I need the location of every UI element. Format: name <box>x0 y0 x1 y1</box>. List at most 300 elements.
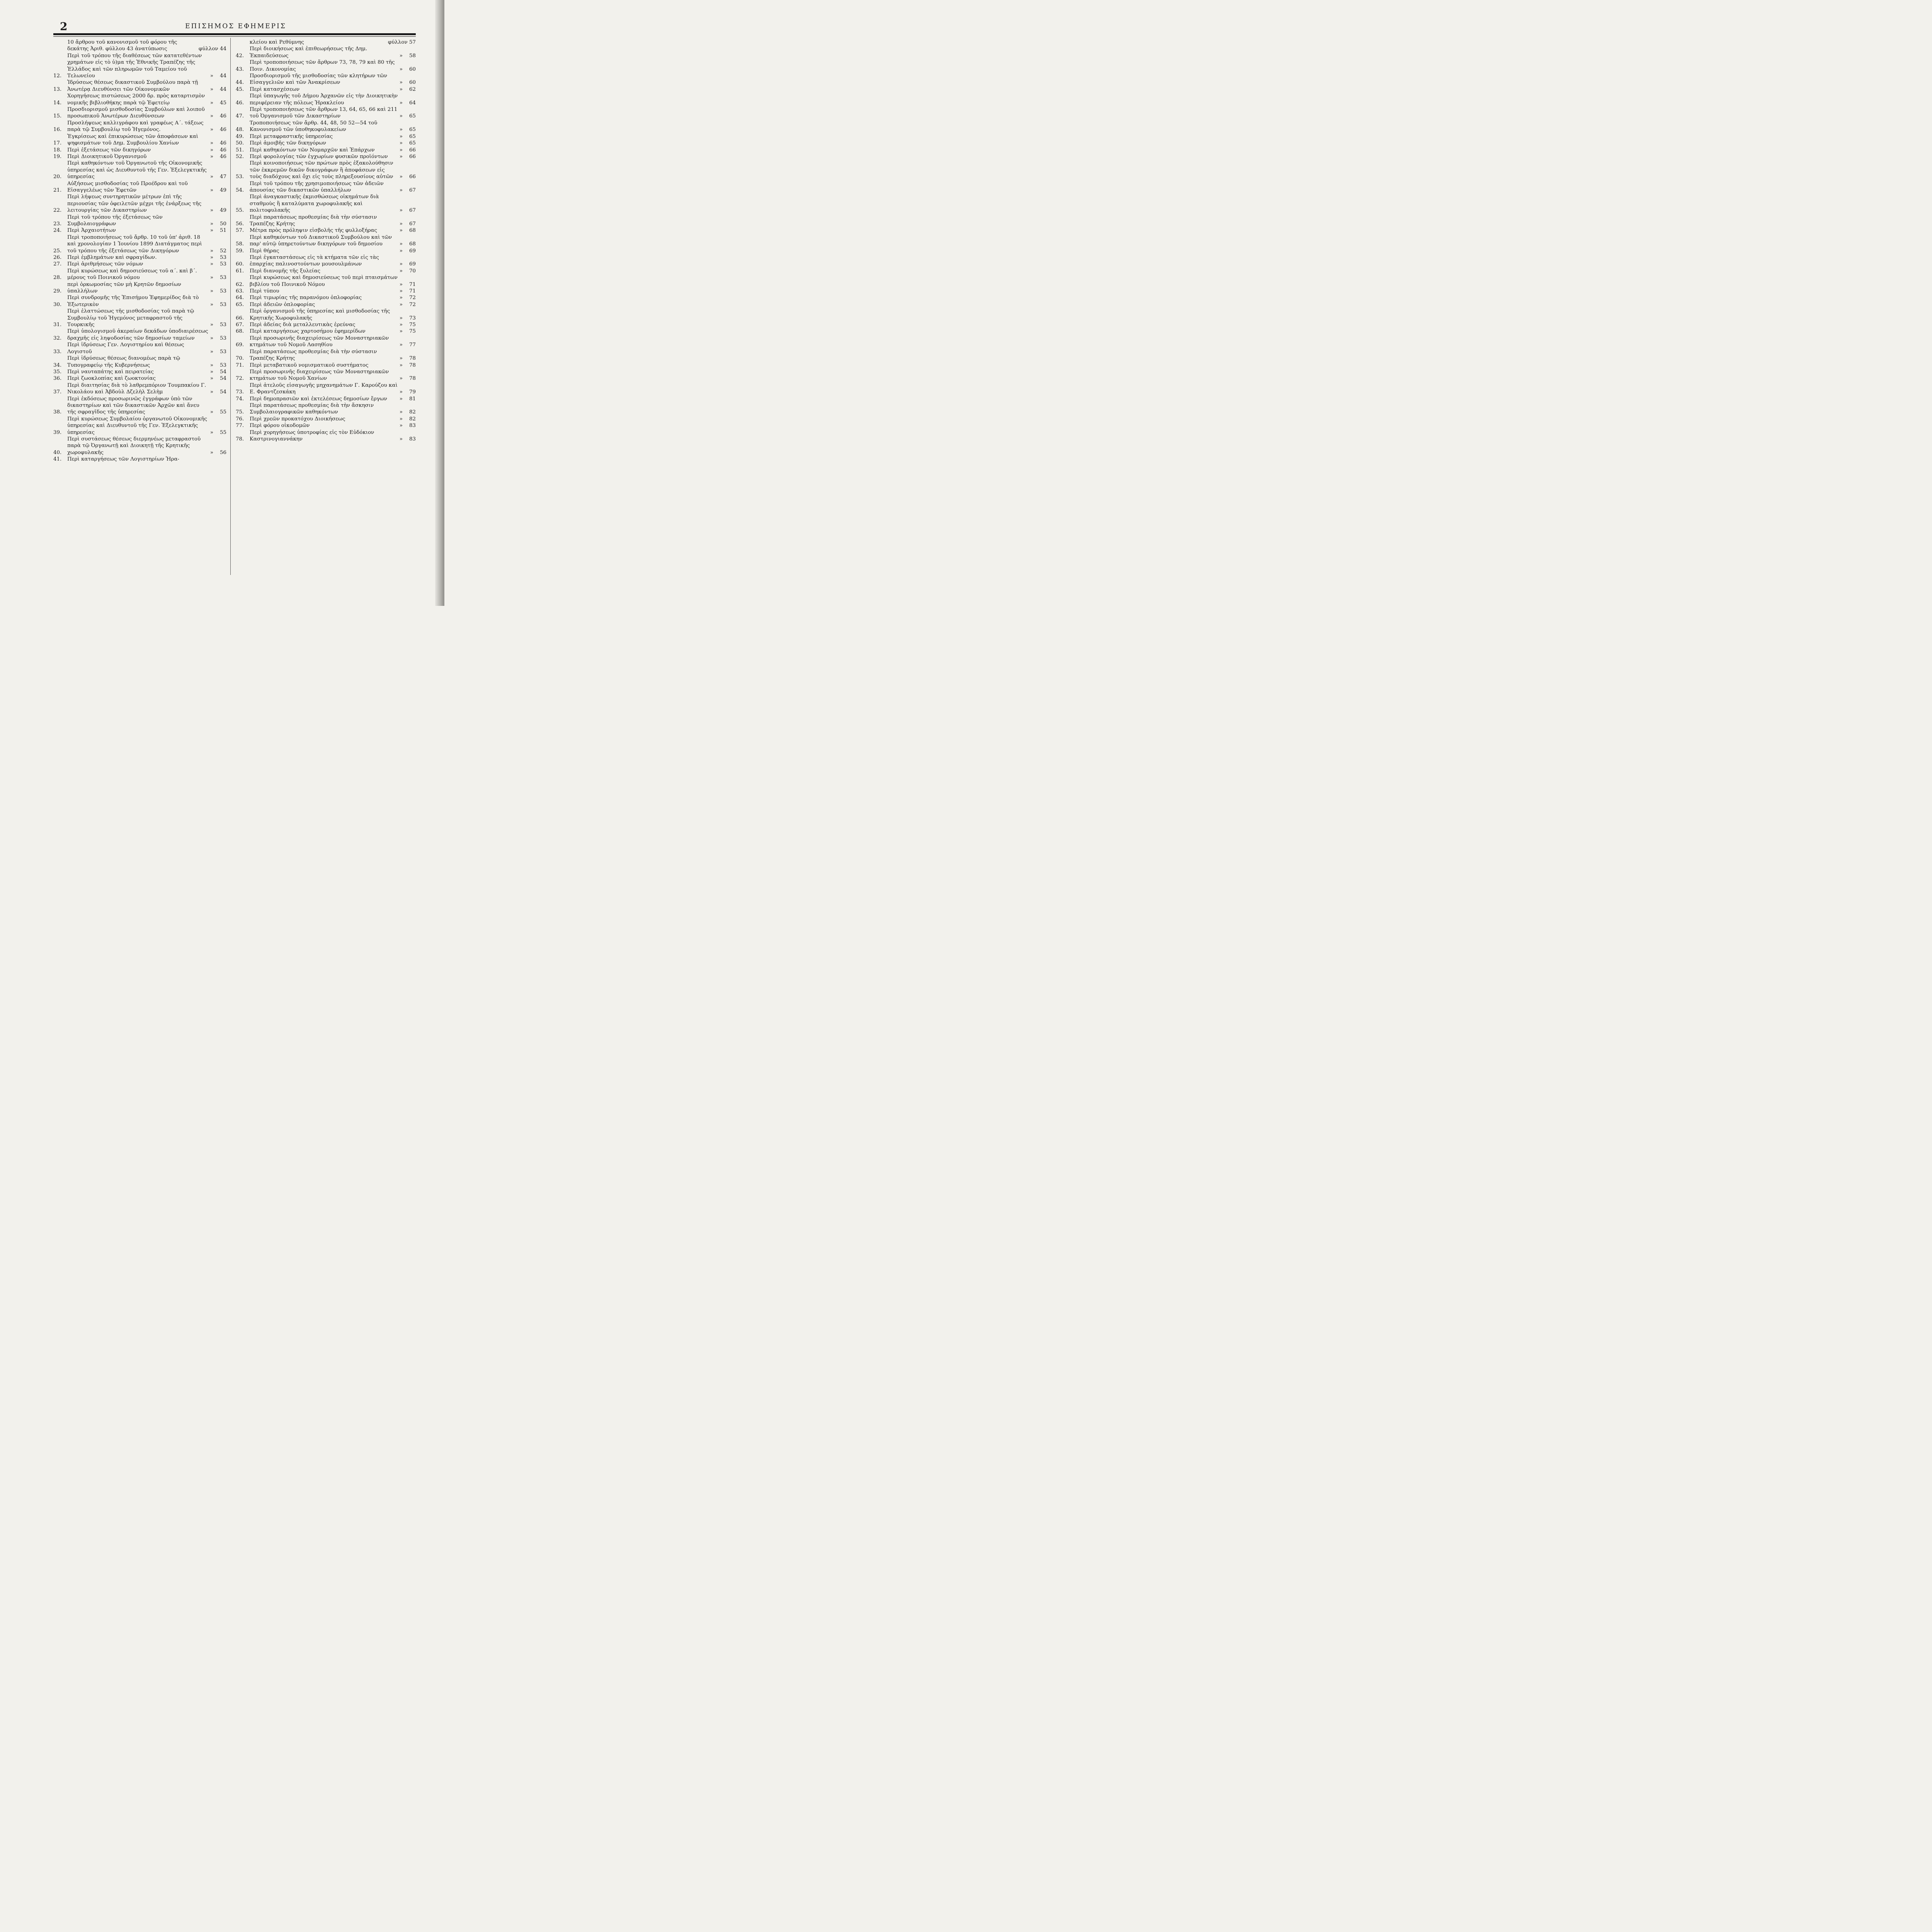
index-entry <box>236 402 416 416</box>
ditto-mark: » <box>399 100 403 106</box>
entry-title: Περὶ τιμωρίας τῆς παρανόμου ὁπλοφορίας <box>250 295 362 301</box>
entry-title: Περὶ τύπου <box>250 288 279 294</box>
entry-title: Περὶ προσωρινῆς διαχειρίσεως τῶν Μοναστηριακῶν κτημάτων τοῦ Νομοῦ Λασηθίου <box>250 335 389 348</box>
entry-number: 27. <box>53 261 62 267</box>
entry-number: 15. <box>53 113 62 119</box>
index-entry <box>53 456 226 463</box>
entry-page: 68 <box>409 228 416 234</box>
entry-title: Περὶ καθηκόντων τοῦ Ὀργανωτοῦ τῆς Οἰκονομικῆς ὑπηρεσίας καὶ ὡς Διευθυντοῦ τῆς Γεν. Ἐξελεγκτικῆς ὑπηρεσίας <box>67 160 207 180</box>
ditto-mark: » <box>399 133 403 139</box>
entry-title: Προσδιορισμοῦ μισθοδοσίας Συμβούλων καὶ λοιποῦ προσωπικοῦ Ἀνωτέρων Διευθύνσεων <box>67 107 205 119</box>
index-entry <box>236 335 416 349</box>
index-entry <box>53 308 226 328</box>
entry-number: 29. <box>53 288 62 294</box>
entry-number: 31. <box>53 322 62 328</box>
entry-page: 69 <box>409 261 416 267</box>
entry-number: 65. <box>236 301 244 308</box>
entry-page: 65 <box>409 113 416 119</box>
index-entry <box>236 321 416 328</box>
ditto-mark: » <box>399 322 403 328</box>
entry-number: 76. <box>236 416 244 422</box>
index-entry <box>53 254 226 261</box>
entry-page: 65 <box>409 127 416 133</box>
entry-page: 71 <box>409 288 416 294</box>
entry-page: 71 <box>409 281 416 287</box>
entry-page: 83 <box>409 436 416 442</box>
index-entry <box>53 227 226 234</box>
ditto-mark: » <box>399 281 403 287</box>
entry-title: Περὶ συστάσεως θέσεως διερμηνέως μεταφραστοῦ παρὰ τῷ Ὀργανωτῇ καὶ Διοικητῇ τῆς Κρητικῆς χωροφυλακῆς <box>67 436 201 456</box>
entry-number: 62. <box>236 281 244 287</box>
entry-title: Περὶ ἱδρύσεως θέσεως διανομέως παρὰ τῷ Τυπογραφείῳ τῆς Κυβερνήσεως <box>67 355 180 368</box>
index-entry <box>53 294 226 308</box>
ditto-mark: » <box>399 396 403 402</box>
ditto-mark: » <box>210 369 214 375</box>
entry-page: 53 <box>219 255 226 260</box>
ditto-mark: » <box>399 140 403 146</box>
entry-number: 67. <box>236 322 244 328</box>
entry-title: Περὶ τοῦ τρόπου τῆς ἐξετάσεως τῶν Συμβολαιογράφων <box>67 214 163 227</box>
ditto-mark: » <box>210 322 214 328</box>
entry-number: 12. <box>53 73 62 79</box>
entry-number: 53. <box>236 174 244 180</box>
entry-page: 83 <box>409 423 416 429</box>
entry-page: 53 <box>219 349 226 355</box>
index-entry <box>236 308 416 321</box>
entry-title: Περὶ προσωρινῆς διαχειρίσεως τῶν Μοναστηριακῶν κτημάτων τοῦ Νομοῦ Χανίων <box>250 369 389 382</box>
index-entry <box>236 106 416 120</box>
entry-title: Περὶ ἀριθμήσεως τῶν νόμων <box>67 261 143 267</box>
index-entry <box>236 160 416 180</box>
entry-title: Μέτρα πρὸς πρόληψιν εἰσβολῆς τῆς φυλλοξήρας <box>250 228 378 234</box>
entry-page: 46 <box>219 147 226 153</box>
index-entry <box>236 234 416 248</box>
entry-page: 67 <box>409 221 416 227</box>
entry-page: 69 <box>409 248 416 254</box>
header-rule-thick <box>53 33 416 35</box>
index-entry <box>236 268 416 274</box>
entry-page: 54 <box>219 389 226 395</box>
entry-number: 72. <box>236 376 244 382</box>
entry-page: 82 <box>409 409 416 415</box>
ditto-mark: » <box>210 73 214 79</box>
entry-page: 55 <box>219 409 226 415</box>
ditto-mark: » <box>399 228 403 234</box>
entry-page: 62 <box>409 86 416 92</box>
index-entry <box>236 180 416 194</box>
index-entry <box>236 227 416 234</box>
entry-title: Περὶ ὑπαγωγῆς τοῦ Δήμου Ἀρχανῶν εἰς τὴν Διοικητικὴν περιφέρειαν τῆς πόλεως Ἡρακλείου <box>250 93 398 106</box>
ditto-mark: » <box>399 248 403 254</box>
entry-page: 53 <box>219 261 226 267</box>
ditto-mark: » <box>399 416 403 422</box>
entry-number: 32. <box>53 335 62 341</box>
ditto-mark: » <box>210 275 214 281</box>
entry-number: 42. <box>236 53 244 59</box>
entry-page: 75 <box>409 322 416 328</box>
entry-page: 70 <box>409 268 416 274</box>
ditto-mark: » <box>210 288 214 294</box>
entry-page: φύλλον 57 <box>388 39 416 45</box>
entry-page: 60 <box>409 80 416 86</box>
entry-number: 51. <box>236 147 244 153</box>
entry-number: 39. <box>53 429 62 435</box>
entry-number: 69. <box>236 342 244 348</box>
index-entry <box>236 133 416 140</box>
entry-page: 47 <box>219 174 226 180</box>
ditto-mark: » <box>210 248 214 254</box>
ditto-mark: » <box>399 288 403 294</box>
index-entry <box>236 46 416 59</box>
entry-page: 65 <box>409 133 416 139</box>
entry-number: 74. <box>236 396 244 402</box>
ditto-mark: » <box>210 187 214 193</box>
ditto-mark: » <box>210 255 214 260</box>
index-entry <box>53 160 226 180</box>
entry-number: 33. <box>53 349 62 355</box>
entry-number: 45. <box>236 86 244 92</box>
entry-page: 77 <box>409 342 416 348</box>
entry-number: 47. <box>236 113 244 119</box>
ditto-mark: » <box>210 140 214 146</box>
entry-title: Περὶ μεταβατικοῦ νομισματικοῦ συστήματος <box>250 362 369 368</box>
index-entry <box>236 140 416 146</box>
entry-number: 26. <box>53 255 62 260</box>
entry-page: 46 <box>219 140 226 146</box>
entry-title: Τροποποιήσεως τῶν ἄρθρ. 44, 48, 50 52—54 τοῦ Κανονισμοῦ τῶν ὑποθηκοφυλακείων <box>250 120 378 133</box>
entry-number: 21. <box>53 187 62 193</box>
newspaper-title: ΕΠΙΣΗΜΟΣ ΕΦΗΜΕΡΙΣ <box>185 22 286 30</box>
ditto-mark: » <box>399 376 403 382</box>
page-edge-shadow <box>435 0 444 606</box>
entry-number: 56. <box>236 221 244 227</box>
entry-title: Περὶ συνδρομῆς τῆς Ἐπισήμου Ἐφημερίδος διὰ τὸ Ἐξωτερικὸν <box>67 295 199 308</box>
ditto-mark: » <box>210 153 214 160</box>
ditto-mark: » <box>210 449 214 456</box>
entry-page: 49 <box>219 187 226 193</box>
entry-title: Περὶ τοῦ τρόπου τῆς διαθέσεως τῶν κατατεθέντων χρημάτων εἰς τὸ ὑ)μα τῆς Ἐθνικῆς Τραπέζης τῆς Ἑλλάδος καὶ τῶν πληρωμῶν τοῦ Ταμείου τοῦ Τελωνείου <box>67 53 202 79</box>
entry-page: 72 <box>409 301 416 308</box>
entry-number: 25. <box>53 248 62 254</box>
index-entry <box>53 234 226 254</box>
entry-page: 67 <box>409 207 416 214</box>
entry-number: 35. <box>53 369 62 375</box>
entry-title: Περὶ διανομῆς τῆς ξυλείας <box>250 268 320 274</box>
entry-page: 44 <box>219 73 226 79</box>
entry-page: 53 <box>219 275 226 281</box>
index-entry <box>236 194 416 214</box>
entry-page: 52 <box>219 248 226 254</box>
entry-title: Περὶ φορολογίας τῶν ἐγχωρίων φυσικῶν προϊόντων <box>250 153 388 160</box>
entry-title: Περὶ Ἀρχαιοτήτων <box>67 228 116 234</box>
ditto-mark: » <box>399 221 403 227</box>
ditto-mark: » <box>210 207 214 214</box>
entry-page: 54 <box>219 376 226 382</box>
entry-number: 38. <box>53 409 62 415</box>
entry-page: 53 <box>219 288 226 294</box>
ditto-mark: » <box>210 301 214 308</box>
entry-title: Περὶ δημοπρασιῶν καὶ ἐκτελέσεως δημοσίων ἔργων <box>250 396 387 402</box>
entry-title: Περὶ ἀδειῶν ὁπλοφορίας <box>250 301 315 308</box>
ditto-mark: » <box>399 436 403 442</box>
ditto-mark: » <box>399 355 403 362</box>
entry-number: 18. <box>53 147 62 153</box>
ditto-mark: » <box>210 376 214 382</box>
index-entry <box>236 59 416 73</box>
index-entry <box>236 93 416 106</box>
ditto-mark: » <box>399 127 403 133</box>
ditto-mark: » <box>399 389 403 395</box>
entry-title: Περὶ κοινοποιήσεως τῶν πρώτων πρὸς ἐξακολούθησιν τῶν ἐκκρεμῶν δικῶν δικογράφων ἢ ἀποφάσεων εἰς τοὺς διαδόχους καὶ ὄχι εἰς τοὺς πληρεξουσίους αὐτῶν <box>250 160 393 180</box>
entry-number: 46. <box>236 100 244 106</box>
entry-title: Προσλήψεως καλλιγράφου καὶ γραφέως Α΄. τάξεως παρὰ τῷ Συμβουλίῳ τοῦ Ἡγεμόνος. <box>67 120 204 133</box>
entry-page: 53 <box>219 335 226 341</box>
ditto-mark: » <box>210 174 214 180</box>
index-entry <box>53 214 226 228</box>
entry-number: 54. <box>236 187 244 193</box>
ditto-mark: » <box>210 389 214 395</box>
entry-title: Χορηγήσεως πιστώσεως 2000 δρ. πρὸς καταρτισμὸν νομικῆς βιβλιοθήκης παρὰ τῷ Ἐφετείῳ <box>67 93 205 106</box>
entry-title: Περὶ διοικήσεως καὶ ἐπιθεωρήσεως τῆς Δημ. Ἐκπαιδεύσεως <box>250 46 367 59</box>
entry-page: 54 <box>219 369 226 375</box>
ditto-mark: » <box>210 429 214 435</box>
entry-number: 70. <box>236 355 244 362</box>
ditto-mark: » <box>399 328 403 335</box>
entry-title: Περὶ ἐγκαταστάσεως εἰς τὰ κτήματα τῶν εἰς τὰς ἐπαρχίας παλινοστούντων μουσουλμάνων <box>250 255 379 267</box>
entry-number: 17. <box>53 140 62 146</box>
entry-title: περὶ ὁρκωμοσίας τῶν μὴ Κρητῶν δημοσίων ὑπαλλήλων <box>67 281 181 294</box>
index-entry <box>236 422 416 429</box>
ditto-mark: » <box>399 268 403 274</box>
entry-number: 50. <box>236 140 244 146</box>
ditto-mark: » <box>210 335 214 341</box>
ditto-mark: » <box>399 295 403 301</box>
index-column-left <box>53 39 226 463</box>
entry-number: 43. <box>236 66 244 72</box>
entry-title: Περὶ καθηκόντων τῶν Νομαρχῶν καὶ Ἐπάρχων <box>250 147 375 153</box>
entry-number: 24. <box>53 228 62 234</box>
entry-page: 73 <box>409 315 416 321</box>
ditto-mark: » <box>399 113 403 119</box>
entry-number: 75. <box>236 409 244 415</box>
entry-title: Περὶ ἀναγκαστικῆς ἐκμισθώσεως οἰκημάτων διὰ σταθμοὺς ἢ καταλύματα χωροφυλακῆς καὶ πολιτοφυλακῆς <box>250 194 379 214</box>
index-entry <box>236 396 416 402</box>
entry-page: 79 <box>409 389 416 395</box>
index-entry <box>53 396 226 416</box>
index-entry <box>53 180 226 194</box>
ditto-mark: » <box>399 187 403 193</box>
index-entry <box>236 120 416 133</box>
entry-title: Περὶ ἐλαττώσεως τῆς μισθοδοσίας τοῦ παρὰ τῷ Συμβουλίῳ τοῦ Ἡγεμόνος μεταφραστοῦ τῆς Τουρκικῆς <box>67 308 194 328</box>
index-entry <box>236 214 416 228</box>
header-rule-thin <box>53 36 416 37</box>
entry-title: Περὶ ἱδρύσεως Γεν. Λογιστηρίου καὶ θέσεως Λογιστοῦ <box>67 342 184 355</box>
entry-number: 66. <box>236 315 244 321</box>
entry-number: 22. <box>53 207 62 214</box>
entry-title: Περὶ κυρώσεως καὶ δημοσιεύσεως τοῦ α΄. καὶ β΄. μέρους τοῦ Ποινικοῦ νόμου <box>67 268 197 281</box>
entry-page: 44 <box>219 86 226 92</box>
entry-title: Προσδιορισμοῦ τῆς μισθοδοσίας τῶν κλητήρων τῶν Εἰσαγγελιῶν καὶ τῶν Ἀνακρίσεων <box>250 73 387 86</box>
index-entry <box>236 147 416 153</box>
entry-number: 58. <box>236 241 244 247</box>
entry-title: Περὶ καταργήσεως χαρτοσήμου ἐφημερίδων <box>250 328 366 335</box>
entry-number: 59. <box>236 248 244 254</box>
ditto-mark: » <box>399 261 403 267</box>
index-entry <box>53 382 226 396</box>
entry-number: 41. <box>53 456 62 463</box>
ditto-mark: » <box>210 409 214 415</box>
entry-page: 82 <box>409 416 416 422</box>
index-entry <box>236 294 416 301</box>
index-entry <box>53 133 226 147</box>
ditto-mark: » <box>210 362 214 368</box>
index-entry <box>236 362 416 369</box>
ditto-mark: » <box>210 147 214 153</box>
entry-number: 37. <box>53 389 62 395</box>
entry-number: 71. <box>236 362 244 368</box>
index-entry <box>236 369 416 382</box>
entry-title: Περὶ χρεῶν προκατόχου Διοικήσεως <box>250 416 345 422</box>
entry-title: Περὶ παρατάσεως προθεσμίας διὰ τὴν σύστασιν Τραπέζης Κρήτης <box>250 349 377 362</box>
entry-page: 53 <box>219 301 226 308</box>
entry-title: κλείου καὶ Ρεθύμνης <box>250 39 304 45</box>
index-entry <box>53 355 226 369</box>
entry-number: 57. <box>236 228 244 234</box>
entry-page: 46 <box>219 127 226 133</box>
index-entry <box>53 194 226 214</box>
entry-title: Περὶ τροποποιήσεως τῶν ἄρθρων 73, 78, 79 καὶ 80 τῆς Ποιν. Δικονομίας <box>250 60 395 72</box>
entry-number: 23. <box>53 221 62 227</box>
entry-title: Περὶ τροποποιήσεως τῶν ἄρθρων 13, 64, 65, 66 καὶ 211 τοῦ Ὀργανισμοῦ τῶν Δικαστηρίων <box>250 107 398 119</box>
ditto-mark: » <box>399 66 403 72</box>
entry-title: Περὶ διαιτησίας διὰ τὸ λαθρεμπόριον Τουμπακίου Γ. Νικολάου καὶ Ἀβδοὺλ Δζελὴλ Σελὴμ <box>67 382 206 395</box>
index-entry <box>53 261 226 267</box>
entry-title: Περὶ ἀτελοῦς εἰσαγωγῆς μηχανημάτων Γ. Καρούζου καὶ Ε. Φραντζεσκάκη <box>250 382 398 395</box>
entry-title: Περὶ κυρώσεως Συμβολαίου ὀργανωτοῦ Οἰκονομικῆς ὑπηρεσίας καὶ Διευθυντοῦ τῆς Γεν. Ἐξελεγκτικῆς ὑπηρεσίας <box>67 416 207 435</box>
ditto-mark: » <box>399 342 403 348</box>
entry-page: 46 <box>219 113 226 119</box>
index-entry <box>53 93 226 106</box>
entry-title: Περὶ ναυταπάτης καὶ πειρατείας <box>67 369 154 375</box>
entry-title: Περὶ τοῦ τρόπου τῆς χρησιμοποιήσεως τῶν ἀδειῶν ἀπουσίας τῶν δικαστικῶν ὑπαλλήλων <box>250 180 384 193</box>
entry-page: 78 <box>409 362 416 368</box>
entry-number: 55. <box>236 207 244 214</box>
entry-page: 60 <box>409 66 416 72</box>
entry-title: Ἱδρύσεως θέσεως δικαστικοῦ Συμβούλου παρὰ τῇ Ἀνωτέρᾳ Διευθύνσει τῶν Οἰκονομικῶν <box>67 80 198 92</box>
entry-number: 60. <box>236 261 244 267</box>
entry-page: 55 <box>219 429 226 435</box>
entry-page: 46 <box>219 153 226 160</box>
ditto-mark: » <box>210 113 214 119</box>
ditto-mark: » <box>399 80 403 86</box>
entry-page: 56 <box>219 449 226 456</box>
entry-title: Περὶ χορηγήσεως ὑποτροφίας εἰς τὸν Εὐδόκιον Καστρινογιαννάκην <box>250 429 374 442</box>
entry-title: Περὶ ὑπολογισμοῦ ἀκεραίων δεκάδων ὑποδιαιρέσεως δραχμῆς εἰς ληψοδοσίας τῶν δημοσίων ταμείων <box>67 328 208 341</box>
ditto-mark: » <box>210 100 214 106</box>
entry-title: Περὶ ἀμοιβῆς τῶν δικηγόρων <box>250 140 326 146</box>
entry-page: 45 <box>219 100 226 106</box>
entry-title: Περὶ παρατάσεως προθεσμίας διὰ τὴν σύστασιν Τραπέζης Κρήτης <box>250 214 377 227</box>
index-entry <box>53 79 226 93</box>
entry-title: Ἐγκρίσεως καὶ ἐπικυρώσεως τῶν ἀποφάσεων καὶ ψηφισμάτων τοῦ Δημ. Συμβουλίου Χανίων <box>67 133 198 146</box>
ditto-mark: » <box>399 301 403 308</box>
entry-number: 19. <box>53 153 62 160</box>
index-entry <box>236 328 416 335</box>
index-entry <box>53 436 226 456</box>
entry-page: 50 <box>219 221 226 227</box>
entry-number: 28. <box>53 275 62 281</box>
entry-title: Περὶ ἐκδόσεως προσωρινῶς ἐγγράφων ὑπὸ τῶν δικαστηρίων καὶ τῶν δικαστικῶν Ἀρχῶν καὶ ἄνευ τῆς σφραγῖδος τῆς ὑπηρεσίας <box>67 396 199 415</box>
entry-number: 77. <box>236 423 244 429</box>
index-entry <box>53 147 226 153</box>
entry-page: 58 <box>409 53 416 59</box>
entry-title: Περὶ Διοικητικοῦ Ὀργανισμοῦ <box>67 153 147 160</box>
entry-title: 10 ἄρθρου τοῦ κανονισμοῦ τοῦ φόρου τῆς δεκάτης Ἀριθ. φύλλου 43 ἀνατύπωσις <box>67 39 177 52</box>
index-entry <box>236 153 416 160</box>
entry-page: 81 <box>409 396 416 402</box>
ditto-mark: » <box>399 147 403 153</box>
entry-page: 53 <box>219 362 226 368</box>
ditto-mark: » <box>210 221 214 227</box>
index-entry <box>236 416 416 422</box>
ditto-mark: » <box>399 86 403 92</box>
ditto-mark: » <box>399 423 403 429</box>
entry-title: Περὶ καταργήσεως τῶν Λογιστηρίων Ἡρα- <box>67 456 179 463</box>
index-entry <box>236 288 416 294</box>
entry-number: 78. <box>236 436 244 442</box>
page-header <box>58 20 413 33</box>
index-entry <box>53 375 226 382</box>
entry-page: 53 <box>219 322 226 328</box>
entry-page: 66 <box>409 153 416 160</box>
index-entry <box>53 342 226 355</box>
index-entry <box>53 268 226 281</box>
ditto-mark: » <box>210 261 214 267</box>
entry-number: 61. <box>236 268 244 274</box>
entry-title: Περὶ ὀργανισμοῦ τῆς ὑπηρεσίας καὶ μισθοδοσίας τῆς Κρητικῆς Χωροφυλακῆς <box>250 308 390 321</box>
ditto-mark: » <box>210 349 214 355</box>
index-entry <box>53 53 226 80</box>
entry-page: 51 <box>219 228 226 234</box>
entry-title: Περὶ κυρώσεως καὶ δημοσιεύσεως τοῦ περὶ πταισμάτων βιβλίου τοῦ Ποινικοῦ Νόμου <box>250 275 398 287</box>
index-entry <box>53 328 226 342</box>
index-entry <box>236 301 416 308</box>
entry-title: Περὶ κατασχέσεων <box>250 86 300 92</box>
ditto-mark: » <box>399 174 403 180</box>
ditto-mark: » <box>210 86 214 92</box>
index-entry <box>236 39 416 46</box>
entry-number: 64. <box>236 295 244 301</box>
ditto-mark: » <box>399 409 403 415</box>
entry-title: Περὶ ἀδείας διὰ μεταλλευτικὰς ἐρεύνας <box>250 322 355 328</box>
entry-number: 40. <box>53 449 62 456</box>
entry-number: 44. <box>236 80 244 86</box>
entry-title: Αὐξήσεως μισθοδοσίας τοῦ Προέδρου καὶ τοῦ Εἰσαγγελέως τῶν Ἐφετῶν <box>67 180 188 193</box>
index-entry <box>53 416 226 436</box>
ditto-mark: » <box>399 53 403 59</box>
entry-page: 68 <box>409 241 416 247</box>
index-entry <box>53 369 226 375</box>
index-entry <box>53 120 226 133</box>
entry-page: 64 <box>409 100 416 106</box>
entry-number: 63. <box>236 288 244 294</box>
column-divider <box>230 38 231 575</box>
entry-page: 66 <box>409 174 416 180</box>
ditto-mark: » <box>210 127 214 133</box>
entry-title: Περὶ φόρου οἰκοδομῶν <box>250 423 310 429</box>
entry-title: Περὶ τροποποιήσεως τοῦ ἄρθρ. 10 τοῦ ὑπ' ἀριθ. 18 καὶ χρονολογίαν 1 Ἰουνίου 1899 Διατάγματος περὶ τοῦ τρόπου τῆς ἐξετάσεως τῶν Δικηγόρων <box>67 234 202 254</box>
entry-title: Περὶ θήρας <box>250 248 279 254</box>
